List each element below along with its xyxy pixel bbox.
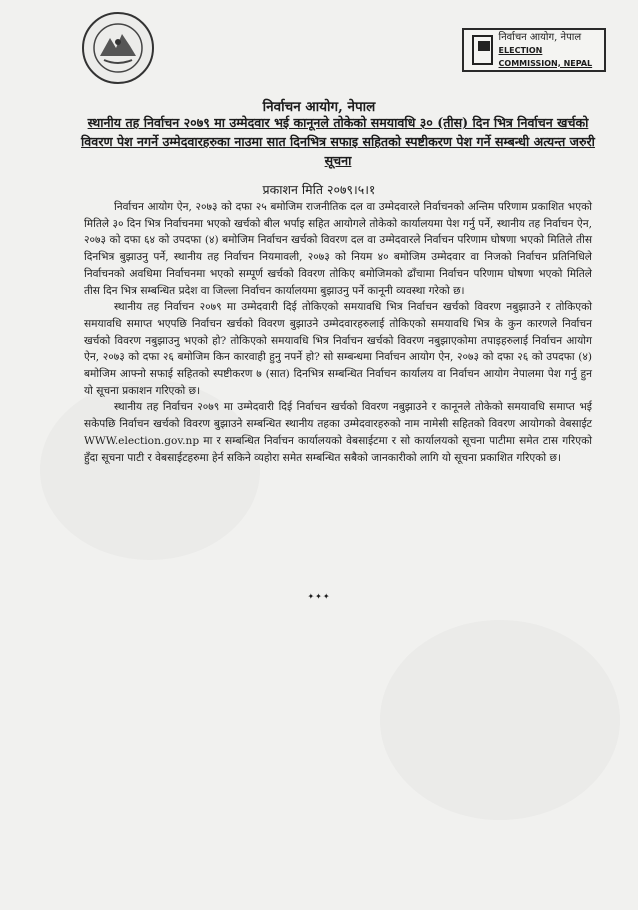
paragraph: निर्वाचन आयोग ऐन, २०७३ को दफा २५ बमोजिम राजनीतिक दल वा उम्मेदवारले निर्वाचनको अन्तिम परिणाम प्रकाशित भएको मितिले ३० दिन भित्र निर्वाचनमा भएको खर्चको बील भर्पाइ सहित आयोगले तोकेको कार्यालयमा पेश गर्नु पर्ने, स्थानीय तह निर्वाचन ऐन, २०७३ को दफा ६४ को उपदफा (४) बमोजिम निर्वाचन खर्चको विवरण दल वा उम्मेदवारले निर्वाचन परिणाम घोषणा भएको मितिले तीस दिनभित्र बुझाउनु पर्ने, स्थानीय तह निर्वाचन नियमावली, २०७३ को नियम ४० बमोजिम उम्मेदवार वा निजको निर्वाचन प्रतिनिधिले निर्वाचनको अवधिमा निर्वाचनमा भएको सम्पूर्ण खर्चको विवरण तोकिए बमोजिमको ढाँचामा निर्वाचन परिणाम घोषणा भएको मितिले तीस दिन भित्र सम्बन्धित प्रदेश वा जिल्ला निर्वाचन कार्यालयमा बुझाउनु पर्ने कानूनी व्यवस्था गरेको छ। [84,201,592,297]
end-mark: ✦✦✦ [307,592,331,601]
organization-title: निर्वाचन आयोग, नेपाल [262,99,376,115]
logo-text-nepali: निर्वाचन आयोग, नेपाल [498,31,582,43]
emblem-drawing [90,20,146,76]
logo-text-english: ELECTION COMMISSION, NEPAL [498,45,593,68]
ballot-mark-icon [472,35,493,65]
election-commission-logo-icon [462,28,606,72]
notice-body [84,199,592,466]
paragraph: स्थानीय तह निर्वाचन २०७९ मा उम्मेदवारी दिई निर्वाचन खर्चको विवरण नबुझाउने र कानूनले तोकेको समयावधि समाप्त भई सकेपछि निर्वाचन खर्चको विवरण बुझाउने सम्बन्धित स्थानीय तहका उम्मेदवारहरुको नाम नामेसी सहितको विवरण आयोगको वेबसाईट WWW.election.gov.np मा र सम्बन्धित निर्वाचन कार्यालयको वेबसाईटमा र सो कार्यालयको सूचना पाटीमा समेत टास गरिएको हुँदा सूचना पाटी र वेबसाईटहरुमा हेर्न सकिने व्यहोरा समेत सम्बन्धित सबैको जानकारीको लागि यो सूचना प्रकाशित गरिएको छ। [84,401,592,464]
paper-stain [380,620,620,820]
publication-date: प्रकाशन मिति २०७९।५।१ [262,182,376,197]
notice-headline: स्थानीय तह निर्वाचन २०७९ मा उम्मेदवार भई कानूनले तोकेको समयावधि ३० (तीस) दिन भित्र निर्वाचन खर्चको विवरण पेश नगर्ने उम्मेदवारहरुका नाउमा सात दिनभित्र सफाइ सहितको स्पष्टीकरण पेश गर्ने सम्बन्धी अत्यन्त जरुरी सूचना [81,115,595,168]
nepal-government-emblem-icon [82,12,154,84]
paragraph: स्थानीय तह निर्वाचन २०७९ मा उम्मेदवारी दिई तोकिएको समयावधि भित्र निर्वाचन खर्चको विवरण नबुझाउने र तोकिएको समयावधि समाप्त भएपछि निर्वाचन खर्चको विवरण बुझाउने उम्मेदवारहरुलाई तोकिएको समयावधि भित्र के कुन कारणले निर्वाचन खर्चको विवरण नबुझाउनु भएको हो? तोकिएको समयावधि भित्र निर्वाचन खर्चको विवरण नबुझाएकोमा तपाइहरुलाई निर्वाचन आयोग ऐन, २०७३ को दफा २६ बमोजिम किन कारवाही हुनु नपर्ने हो? सो सम्बन्धमा निर्वाचन आयोग ऐन, २०७३ को दफा २६ को उपदफा (४) बमोजिम आफ्नो सफाई सहितको स्पष्टीकरण ७ (सात) दिनभित्र सम्बन्धित निर्वाचन कार्यालय वा निर्वाचन आयोग नेपालमा पेश गर्नु हुन यो सूचना प्रकाशन गरिएको छ। [84,301,592,397]
